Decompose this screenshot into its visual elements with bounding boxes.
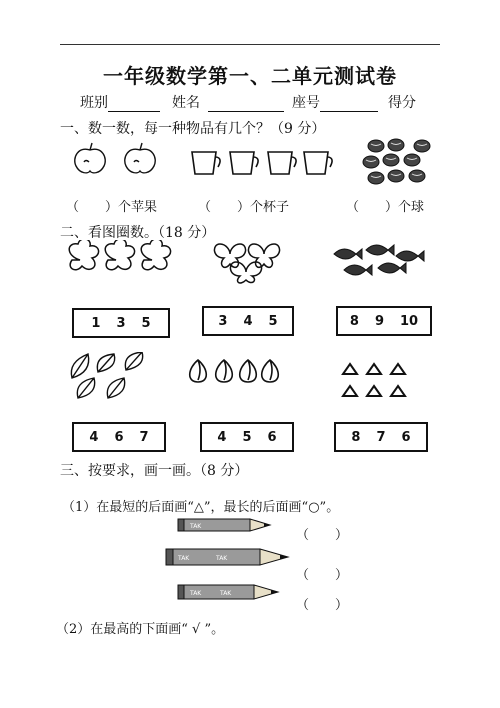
triangle-icon <box>340 362 412 402</box>
section3-heading: 三、按要求，画一画。（8 分） <box>60 463 249 479</box>
pencil-long-icon <box>164 546 294 570</box>
top-rule <box>60 44 440 45</box>
number-box-5 <box>200 422 294 452</box>
cup-paren[interactable]: （ ） <box>198 200 251 215</box>
section1-heading: 一、数一数，每一种物品有几个？（9 分） <box>60 121 326 137</box>
apple-answer <box>66 196 157 215</box>
peach-icon <box>186 358 282 386</box>
section2-heading: 二、看图圈数。（18 分） <box>60 225 216 241</box>
fish-icon <box>330 242 430 282</box>
number-option[interactable]: 8 <box>349 313 359 329</box>
seat-blank <box>320 97 378 112</box>
number-option[interactable]: 6 <box>267 429 277 445</box>
pencil-short-icon <box>176 516 276 536</box>
cup-answer <box>198 196 289 215</box>
cup-icon <box>190 150 335 178</box>
number-option[interactable]: 7 <box>376 429 386 445</box>
number-option[interactable]: 4 <box>243 313 253 329</box>
number-option[interactable]: 6 <box>401 429 411 445</box>
number-box-2 <box>202 306 294 336</box>
number-box-1 <box>72 308 170 338</box>
number-option[interactable]: 10 <box>400 313 419 329</box>
seat-label: 座号 <box>292 95 320 111</box>
score-label: 得分 <box>388 95 416 111</box>
question-1-text: （1）在最短的后面画“△”，最长的后面画“○”。 <box>62 500 340 515</box>
pencil-label: TAK <box>190 523 202 530</box>
pencil-label: TAK <box>220 590 232 597</box>
number-option[interactable]: 5 <box>268 313 278 329</box>
number-option[interactable]: 4 <box>217 429 227 445</box>
number-option[interactable]: 3 <box>218 313 228 329</box>
number-option[interactable]: 5 <box>242 429 252 445</box>
name-field <box>172 92 284 112</box>
number-option[interactable]: 3 <box>116 315 126 331</box>
pencil-label: TAK <box>178 555 190 562</box>
number-box-4 <box>72 422 166 452</box>
number-option[interactable]: 8 <box>351 429 361 445</box>
answer-paren-2[interactable]: （ ） <box>296 568 349 583</box>
cup-unit: 个杯子 <box>250 200 290 215</box>
ball-icon <box>362 136 432 196</box>
pencil-label: TAK <box>216 555 228 562</box>
number-option[interactable]: 7 <box>139 429 149 445</box>
apple-paren[interactable]: （ ） <box>66 200 119 215</box>
number-option[interactable]: 1 <box>91 315 101 331</box>
class-field <box>80 92 160 112</box>
number-option[interactable]: 9 <box>374 313 384 329</box>
answer-paren-3[interactable]: （ ） <box>296 598 349 613</box>
ball-paren[interactable]: （ ） <box>346 200 399 215</box>
seat-field <box>292 92 378 112</box>
pencil-medium-icon <box>176 582 282 604</box>
number-box-3 <box>336 306 432 336</box>
flower-icon <box>62 240 172 280</box>
class-label: 班别 <box>80 95 108 111</box>
number-option[interactable]: 4 <box>89 429 99 445</box>
name-blank <box>208 97 284 112</box>
question-2-text: （2）在最高的下面画“ √ ”。 <box>56 622 225 637</box>
ball-unit: 个球 <box>398 200 425 215</box>
name-label: 姓名 <box>172 95 200 111</box>
number-option[interactable]: 6 <box>114 429 124 445</box>
apple-icon <box>70 142 170 176</box>
ball-answer <box>346 196 424 215</box>
pencil-label: TAK <box>190 590 202 597</box>
leaf-icon <box>64 352 164 404</box>
butterfly-icon <box>210 240 290 286</box>
answer-paren-1[interactable]: （ ） <box>296 528 349 543</box>
page-title: 一年级数学第一、二单元测试卷 <box>103 64 397 88</box>
number-option[interactable]: 5 <box>141 315 151 331</box>
number-box-6 <box>334 422 428 452</box>
class-blank <box>108 97 160 112</box>
apple-unit: 个苹果 <box>118 200 158 215</box>
